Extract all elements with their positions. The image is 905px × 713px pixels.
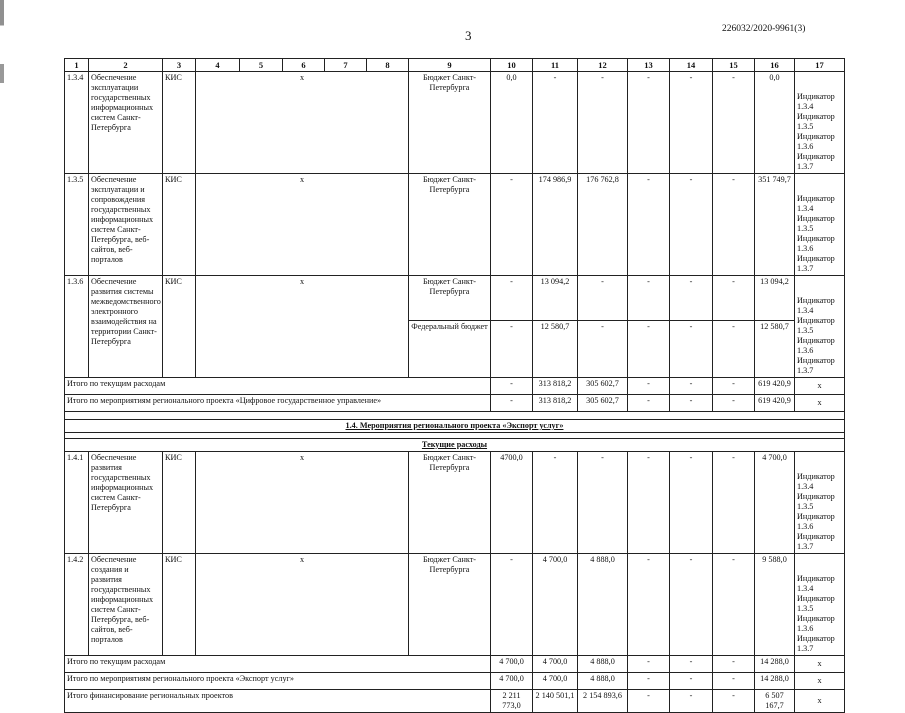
cell-14: -	[670, 276, 713, 321]
table-row	[65, 452, 845, 554]
row-indicators: Индикатор 1.3.4 Индикатор 1.3.5 Индикатор 1.3.6 Индикатор 1.3.7	[795, 174, 845, 276]
row-code: 1.4.2	[65, 554, 89, 656]
total-row	[65, 395, 845, 412]
total-row	[65, 690, 845, 713]
cell-16: 619 420,9	[755, 395, 795, 412]
row-indicators: Индикатор 1.3.4 Индикатор 1.3.5 Индикатор 1.3.6 Индикатор 1.3.7	[795, 452, 845, 554]
cell-16: 4 700,0	[755, 452, 795, 554]
cell-12: 305 602,7	[578, 395, 628, 412]
cell-14: -	[670, 378, 713, 395]
row-source: Федеральный бюджет	[409, 320, 491, 377]
row-indicators: Индикатор 1.3.4 Индикатор 1.3.5 Индикатор 1.3.6 Индикатор 1.3.7	[795, 72, 845, 174]
cell-13: -	[628, 673, 670, 690]
row-indicators: Индикатор 1.3.4 Индикатор 1.3.5 Индикатор 1.3.6 Индикатор 1.3.7	[795, 554, 845, 656]
cell-12: -	[578, 276, 628, 321]
cell-11: 4 700,0	[533, 673, 578, 690]
row-executor: КИС	[163, 452, 196, 554]
cell-13: -	[628, 72, 670, 174]
cell-13: -	[628, 320, 670, 377]
cell-15: -	[713, 395, 755, 412]
col-header: 6	[283, 59, 325, 72]
col-header: 15	[713, 59, 755, 72]
col-header: 13	[628, 59, 670, 72]
total-row	[65, 378, 845, 395]
cell-11: 4 700,0	[533, 656, 578, 673]
col-header: 17	[795, 59, 845, 72]
subsection-heading-row	[65, 439, 845, 452]
cell-12: 4 888,0	[578, 673, 628, 690]
cell-11: 13 094,2	[533, 276, 578, 321]
cell-15: -	[713, 276, 755, 321]
col-header: 8	[367, 59, 409, 72]
row-name: Обеспечение развития системы межведомственного электронного взаимодействия на территории Санкт-Петербурга	[89, 276, 163, 378]
cell-13: -	[628, 378, 670, 395]
table-row	[65, 72, 845, 174]
cell-13: -	[628, 690, 670, 713]
row-x-mark: x	[196, 452, 409, 554]
total-row	[65, 656, 845, 673]
cell-11: 174 986,9	[533, 174, 578, 276]
cell-14: -	[670, 656, 713, 673]
row-source: Бюджет Санкт-Петербурга	[409, 452, 491, 554]
cell-13: -	[628, 395, 670, 412]
document-id: 226032/2020-9961(3)	[722, 24, 806, 34]
spacer-cell	[65, 412, 845, 420]
col-header: 2	[89, 59, 163, 72]
spacer-row	[65, 412, 845, 420]
cell-10: 2 211 773,0	[491, 690, 533, 713]
row-x-mark: x	[196, 276, 409, 378]
cell-15: -	[713, 174, 755, 276]
cell-10: 4 700,0	[491, 656, 533, 673]
col-header: 4	[196, 59, 240, 72]
cell-17: x	[795, 673, 845, 690]
col-header: 16	[755, 59, 795, 72]
cell-11: -	[533, 72, 578, 174]
cell-16: 6 507 167,7	[755, 690, 795, 713]
funding-table	[64, 58, 845, 713]
cell-12: -	[578, 452, 628, 554]
total-label: Итого по мероприятиям регионального проекта «Цифровое государственное управление»	[65, 395, 491, 412]
cell-15: -	[713, 320, 755, 377]
col-header: 14	[670, 59, 713, 72]
cell-11: -	[533, 452, 578, 554]
cell-16: 0,0	[755, 72, 795, 174]
cell-10: -	[491, 276, 533, 321]
cell-11: 12 580,7	[533, 320, 578, 377]
row-indicators: Индикатор 1.3.4 Индикатор 1.3.5 Индикатор 1.3.6 Индикатор 1.3.7	[795, 276, 845, 378]
cell-12: 176 762,8	[578, 174, 628, 276]
cell-14: -	[670, 72, 713, 174]
cell-12: -	[578, 320, 628, 377]
cell-10: -	[491, 395, 533, 412]
row-executor: КИС	[163, 554, 196, 656]
row-code: 1.3.5	[65, 174, 89, 276]
col-header: 7	[325, 59, 367, 72]
row-executor: КИС	[163, 276, 196, 378]
cell-12: 305 602,7	[578, 378, 628, 395]
cell-10: -	[491, 320, 533, 377]
cell-13: -	[628, 656, 670, 673]
table-row	[65, 554, 845, 656]
cell-10: 0,0	[491, 72, 533, 174]
subsection-title: Текущие расходы	[65, 439, 845, 452]
cell-14: -	[670, 320, 713, 377]
row-x-mark: x	[196, 174, 409, 276]
cell-17: x	[795, 395, 845, 412]
cell-12: -	[578, 72, 628, 174]
col-header: 3	[163, 59, 196, 72]
section-heading-row	[65, 420, 845, 433]
cell-11: 313 818,2	[533, 395, 578, 412]
cell-15: -	[713, 452, 755, 554]
row-name: Обеспечение развития государственных информационных систем Санкт-Петербурга	[89, 452, 163, 554]
row-source: Бюджет Санкт-Петербурга	[409, 276, 491, 321]
cell-16: 619 420,9	[755, 378, 795, 395]
section-title: 1.4. Мероприятия регионального проекта «Экспорт услуг»	[65, 420, 845, 433]
cell-15: -	[713, 673, 755, 690]
cell-15: -	[713, 72, 755, 174]
cell-10: -	[491, 174, 533, 276]
cell-14: -	[670, 395, 713, 412]
cell-16: 14 288,0	[755, 673, 795, 690]
table-row	[65, 174, 845, 276]
cell-13: -	[628, 452, 670, 554]
cell-16: 9 588,0	[755, 554, 795, 656]
cell-15: -	[713, 690, 755, 713]
table-row	[65, 276, 845, 321]
cell-16: 14 288,0	[755, 656, 795, 673]
cell-14: -	[670, 174, 713, 276]
cell-16: 13 094,2	[755, 276, 795, 321]
col-header: 5	[240, 59, 283, 72]
cell-14: -	[670, 690, 713, 713]
row-x-mark: x	[196, 554, 409, 656]
cell-10: -	[491, 378, 533, 395]
cell-15: -	[713, 554, 755, 656]
row-x-mark: x	[196, 72, 409, 174]
cell-12: 2 154 893,6	[578, 690, 628, 713]
total-label: Итого финансирование региональных проектов	[65, 690, 491, 713]
col-header: 10	[491, 59, 533, 72]
cell-11: 313 818,2	[533, 378, 578, 395]
col-header: 12	[578, 59, 628, 72]
cell-10: -	[491, 554, 533, 656]
row-name: Обеспечение эксплуатации государственных информационных систем Санкт-Петербурга	[89, 72, 163, 174]
total-label: Итого по текущим расходам	[65, 378, 491, 395]
cell-11: 4 700,0	[533, 554, 578, 656]
cell-13: -	[628, 276, 670, 321]
cell-17: x	[795, 656, 845, 673]
cell-15: -	[713, 656, 755, 673]
row-name: Обеспечение создания и развития государственных информационных систем Санкт-Петербурга, веб-сайтов, веб-порталов	[89, 554, 163, 656]
row-name: Обеспечение эксплуатации и сопровождения государственных информационных систем Санкт-Петербурга, веб-сайтов, веб-порталов	[89, 174, 163, 276]
row-code: 1.3.6	[65, 276, 89, 378]
cell-14: -	[670, 452, 713, 554]
cell-14: -	[670, 554, 713, 656]
col-header: 1	[65, 59, 89, 72]
cell-12: 4 888,0	[578, 554, 628, 656]
row-executor: КИС	[163, 174, 196, 276]
page-number: 3	[465, 28, 472, 43]
cell-16: 12 580,7	[755, 320, 795, 377]
total-row	[65, 673, 845, 690]
row-source: Бюджет Санкт-Петербурга	[409, 72, 491, 174]
row-executor: КИС	[163, 72, 196, 174]
col-header: 9	[409, 59, 491, 72]
cell-13: -	[628, 174, 670, 276]
cell-12: 4 888,0	[578, 656, 628, 673]
cell-16: 351 749,7	[755, 174, 795, 276]
cell-15: -	[713, 378, 755, 395]
cell-10: 4 700,0	[491, 673, 533, 690]
row-source: Бюджет Санкт-Петербурга	[409, 554, 491, 656]
cell-11: 2 140 501,1	[533, 690, 578, 713]
column-header-row	[65, 59, 845, 72]
cell-17: x	[795, 378, 845, 395]
row-code: 1.4.1	[65, 452, 89, 554]
cell-17: x	[795, 690, 845, 713]
scan-edge-mark	[0, 0, 4, 640]
cell-14: -	[670, 673, 713, 690]
total-label: Итого по текущим расходам	[65, 656, 491, 673]
total-label: Итого по мероприятиям регионального проекта «Экспорт услуг»	[65, 673, 491, 690]
cell-13: -	[628, 554, 670, 656]
row-code: 1.3.4	[65, 72, 89, 174]
cell-10: 4700,0	[491, 452, 533, 554]
col-header: 11	[533, 59, 578, 72]
row-source: Бюджет Санкт-Петербурга	[409, 174, 491, 276]
